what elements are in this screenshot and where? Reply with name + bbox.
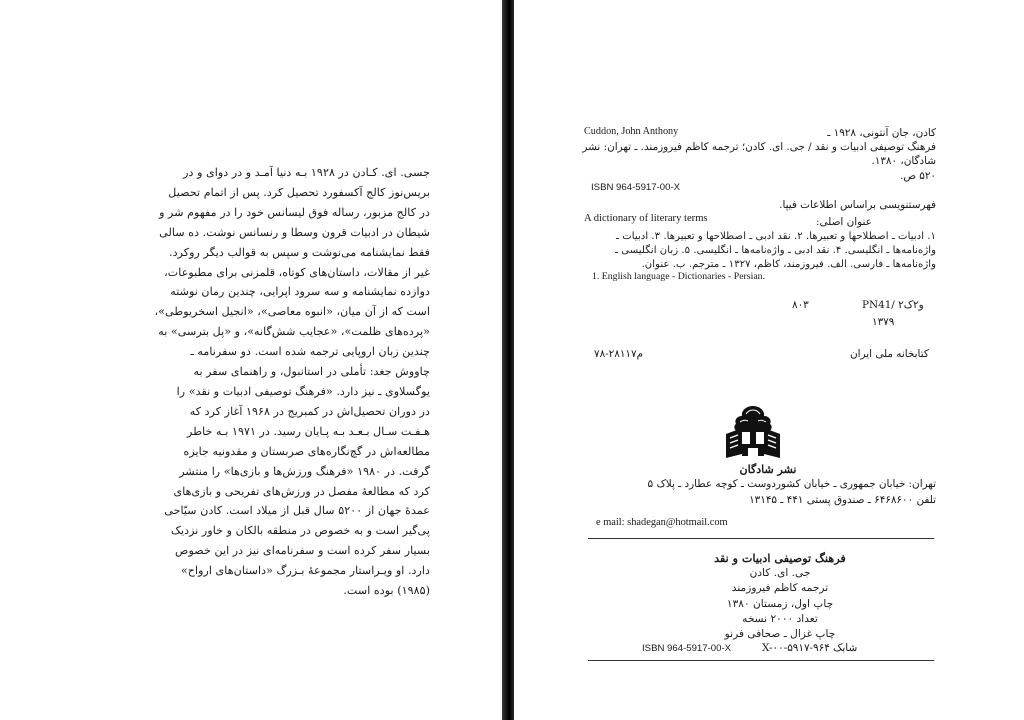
bio-line: پی‌گیر است و به خصوص در منطقه بالکان و خاور نزدیک [170,524,430,538]
bio-line: هـفـت سـال بـعـد بـه پـایان رسید. در ۱۹۷۱ بـه خاطر [187,424,430,438]
publisher-name: نشر شادگان [739,463,797,476]
bio-line: گرفت. در ۱۹۸۰ «فرهنگ ورزش‌ها و بازی‌ها» را منتشر [179,464,430,478]
subject-line: واژه‌نامه‌ها ـ فارسی. الف. فیروزمند، کاظم، ۱۳۲۷ ـ مترجم. ب. عنوان. [641,258,936,270]
catalog-line: فرهنگ توصیفی ادبیات و نقد / جی. ای. کادن؛ ترجمه کاظم فیروزمند. ـ تهران: نشر [582,141,936,154]
bio-line: دوازده نمایشنامه و سه سرود اپرایی، چندین رمان نوشته [170,285,430,299]
colophon-isbn-en: ISBN 964-5917-00-X [642,643,732,654]
colophon-title: فرهنگ توصیفی ادبیات و نقد [714,551,846,565]
subject-line: ۱. ادبیات ـ اصطلاحها و تعبیرها. ۲. نقد ادبی ـ اصطلاحها و تعبیرها. ۳. ادبیات ـ [615,231,936,242]
colophon-count: تعداد ۲۰۰۰ نسخه [742,612,818,625]
isbn-line: ISBN 964-5917-00-X [591,182,681,193]
bio-line: در کالج مزبور، رساله فوق لیسانس خود را در مفهوم شر و [159,205,430,219]
call-year: ۱۳۷۹ [872,316,895,328]
fipa-note: فهرستنویسی براساس اطلاعات فیپا. [779,199,936,211]
fipa-section [576,199,936,213]
english-subject: 1. English language - Dictionaries - Persian. [592,271,766,282]
bio-line: شیطان در ادبیات قرون وسطا و رنسانس نوشت. ده سالی [159,225,430,239]
bio-line: چاووش جغد: تأملی در استانبول، و راهنمای سفر به [193,365,430,379]
bio-line: جسی. ای. کـادن در ۱۹۲۸ بـه دنیا آمـد و در دوای و در [183,166,430,179]
bio-line: (۱۹۸۵) بوده است. [343,584,430,598]
catalog-line: شادگان، ۱۳۸۰. [871,155,936,168]
author-biography [100,163,430,601]
publisher-address: تهران: خیابان جمهوری ـ خیابان کشوردوست ـ کوچه عطارد ـ پلاک ۵ [647,478,936,491]
publisher-email: e mail: shadegan@hotmail.com [596,517,728,528]
bio-line: در دوران تحصیل‌اش در کمبریج در ۱۹۶۸ آغاز کرد که [189,404,430,418]
original-title: A dictionary of literary terms [584,213,708,224]
catalog-entry [576,126,936,183]
bio-line: غیر از مقالات، داستان‌های کوتاه، قلمزنی برای مطبوعات، [164,265,430,279]
subject-line: واژه‌نامه‌ها ـ انگلیسی. ۴. نقد ادبی ـ واژه‌نامه‌ها ـ انگلیسی. ۵. زبان انگلیسی ـ [615,244,936,256]
colophon [640,551,920,642]
original-title-label: عنوان اصلی: [816,216,872,228]
bio-line: دارد. او ویـراستار مجموعهٔ بـزرگ «داستان‌های ارواح» [180,564,430,578]
bio-line: مطالعه‌اش در گچ‌نگاره‌های صربستان و مقدونیه جایزه [183,444,430,458]
bio-line: فقط نمایشنامه می‌نوشت و سپس به قوالب دیگر روکرد. [169,245,430,259]
library-number: ۷۸-۲۸۱۱۷م [594,348,644,360]
catalog-line: کادن، جان آنتونی، ۱۹۲۸ ـ [827,127,936,139]
colophon-edition: چاپ اول، زمستان ۱۳۸۰ [726,597,834,610]
bio-line: یوگسلاوی ـ نیز دارد. «فرهنگ توصیفی ادبیات و نقد» را [176,384,430,398]
bio-line: بسیار سفر کرده است و سفرنامه‌ای نیز در این خصوص [175,544,430,558]
call-number: PN41/ ۲و۲ک [862,299,924,311]
bio-line: بریس‌نوز کالج آکسفورد تحصیل کرد. پس از اتمام تحصیل [168,185,430,199]
publisher-info [600,462,936,508]
book-gutter [502,0,514,720]
bio-line: عمدهٔ جهان از ۵۲۰۰ سال قبل از میلاد است. کادن سیّاحی [164,504,430,518]
publisher-phone: تلفن ۶۴۶۸۶۰۰ ـ صندوق پستی ۴۴۱ ـ ۱۳۱۴۵ [749,493,936,506]
colophon-isbn-fa: شابک X-۰۰-۵۹۱۷-۹۶۴ [762,642,858,654]
divider [588,538,934,539]
bio-line: چندین زبان اروپایی ترجمه شده است. دو سفرنامه ـ [190,345,430,359]
national-library: کتابخانه ملی ایران [850,348,929,360]
colophon-printer: چاپ غزال ـ صحافی فرنو [724,628,836,641]
author-latin-name: Cuddon, John Anthony [584,126,679,137]
divider [588,660,934,661]
publisher-tree-logo-icon [722,402,784,460]
bio-line: است که از آن میان، «انبوه معاصی»، «انجیل اسخریوطی»، [154,305,430,319]
bio-line: «پرده‌های ظلمت»، «عجایب شش‌گانه»، و «پل بترسی» به [158,325,430,339]
colophon-translator: ترجمه کاظم فیروزمند [731,582,829,595]
catalog-line: ۵۲۰ ص. [900,169,936,182]
dewey-number: ۸۰۳ [792,299,809,311]
subject-headings [576,230,936,271]
colophon-author: جی. ای. کادن [749,567,811,580]
bio-line: کرد که مطالعهٔ مفصل در ورزش‌های تفریحی و بازی‌های [173,484,430,498]
left-page [0,0,502,720]
